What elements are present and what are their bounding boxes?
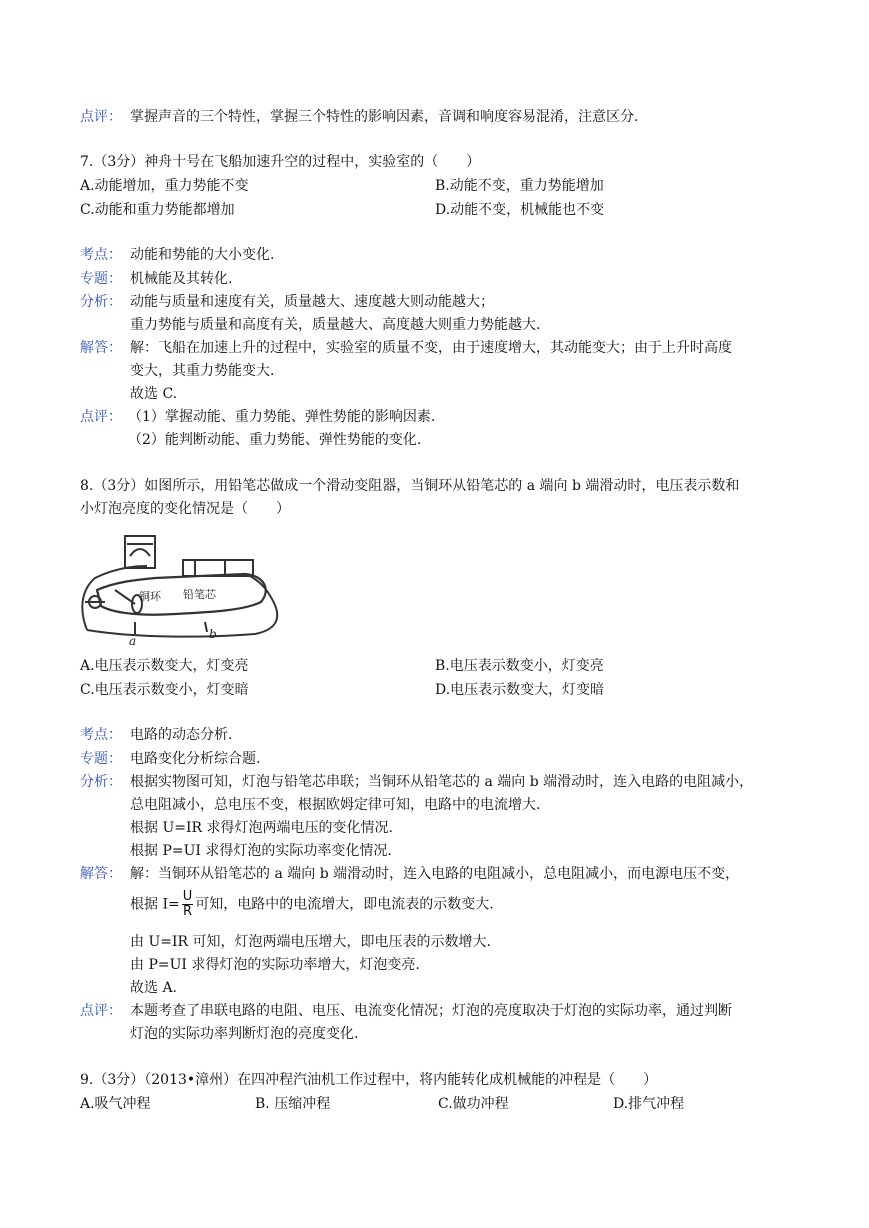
q9-option-a: A.吸气冲程 [80,1096,151,1112]
q7-dianping-line2: （2）能判断动能、重力势能、弹性势能的变化. [128,432,422,448]
q7-option-d: D.动能不变，机械能也不变 [435,202,605,218]
q8-jieda-line3: 由 U=IR 可知，灯泡两端电压增大，即电压表的示数增大. [130,934,491,950]
q9-stem: 9.（3分）（2013•漳州）在四冲程汽油机工作过程中，将内能转化成机械能的冲程是（ ） [80,1072,658,1088]
q7-dianping-line1: （1）掌握动能、重力势能、弹性势能的影响因素. [128,409,436,425]
q8-dianping-line1: 本题考查了串联电路的电阻、电压、电流变化情况；灯泡的亮度取决于灯泡的实际功率，通过判断 [130,1003,732,1019]
q7-option-a: A.动能增加，重力势能不变 [80,178,249,194]
figure-label-b: b [209,627,217,641]
q8-jieda-line2-post: 可知，电路中的电流增大，即电流表的示数变大. [195,896,494,913]
q8-dianping-line2: 灯泡的实际功率判断灯泡的亮度变化. [130,1026,359,1042]
q8-kaodian: 电路的动态分析. [130,727,233,743]
formula-fraction [182,890,194,919]
q7-zhuanti-label: 专题： [80,271,122,287]
q7-fenxi-line2: 重力势能与质量和高度有关，质量越大、高度越大则重力势能越大. [130,317,541,333]
circuit-figure [75,530,285,645]
fraction-numerator: U [182,889,193,904]
q8-stem-line1: 8.（3分）如图所示，用铅笔芯做成一个滑动变阻器，当铜环从铅笔芯的 a 端向 b 端滑动时，电压表示数和 [80,478,740,494]
q8-dianping-label: 点评： [80,1003,122,1019]
fraction-denominator: R [182,904,192,919]
q8-jieda-line1: 解：当铜环从铅笔芯的 a 端向 b 端滑动时，连入电路的电阻减小，总电阻减小，而电源电压不变， [130,866,740,882]
q8-fenxi-line1: 根据实物图可知，灯泡与铅笔芯串联；当铜环从铅笔芯的 a 端向 b 端滑动时，连入电路的电阻减小， [130,774,754,790]
q8-jieda-line5: 故选 A. [130,980,178,996]
q9-option-c: C.做功冲程 [438,1096,509,1112]
figure-label-pencil: 铅笔芯 [183,588,216,601]
q8-jieda-line4: 由 P=UI 求得灯泡的实际功率增大，灯泡变亮. [130,957,420,973]
q7-jieda-label: 解答： [80,340,122,356]
q7-fenxi-line1: 动能与质量和速度有关，质量越大、速度越大则动能越大； [130,294,494,310]
q7-fenxi-label: 分析： [80,294,122,310]
q8-option-d: D.电压表示数变大，灯变暗 [435,682,605,698]
q6-comment-label: 点评： [80,109,122,125]
q8-jieda-label: 解答： [80,866,122,882]
q7-zhuanti: 机械能及其转化. [130,271,233,287]
q8-fenxi-label: 分析： [80,774,122,790]
figure-label-ring: 铜环 [139,590,161,603]
q8-zhuanti-label: 专题： [80,751,122,767]
q8-option-c: C.电压表示数变小，灯变暗 [80,682,249,698]
q8-stem-line2: 小灯泡亮度的变化情况是（ ） [80,501,290,517]
q8-zhuanti: 电路变化分析综合题. [130,751,261,767]
q7-option-b: B.动能不变，重力势能增加 [435,178,604,194]
q8-fenxi-line2: 总电阻减小，总电压不变，根据欧姆定律可知，电路中的电流增大. [130,797,541,813]
q7-jieda-line1: 解：飞船在加速上升的过程中，实验室的质量不变，由于速度增大，其动能变大；由于上升时高度 [130,340,732,356]
q6-comment: 掌握声音的三个特性，掌握三个特性的影响因素，音调和响度容易混淆，注意区分. [130,109,639,125]
q8-fenxi-line4: 根据 P=UI 求得灯泡的实际功率变化情况. [130,843,392,859]
q9-option-b: B. 压缩冲程 [255,1096,331,1112]
q7-jieda-line3: 故选 C. [130,386,178,402]
q8-option-b: B.电压表示数变小，灯变亮 [435,658,604,674]
q8-jieda-line2-pre: 根据 I= [130,896,180,913]
q8-kaodian-label: 考点： [80,727,122,743]
q7-kaodian: 动能和势能的大小变化. [130,247,275,263]
q7-stem: 7.（3分）神舟十号在飞船加速升空的过程中，实验室的（ ） [80,154,481,170]
q8-jieda-line2 [130,890,494,919]
q7-kaodian-label: 考点： [80,247,122,263]
q7-jieda-line2: 变大，其重力势能变大. [130,363,275,379]
q8-option-a: A.电压表示数变大，灯变亮 [80,658,249,674]
q7-dianping-label: 点评： [80,409,122,425]
figure-label-a: a [129,634,137,645]
q8-fenxi-line3: 根据 U=IR 求得灯泡两端电压的变化情况. [130,820,393,836]
q9-option-d: D.排气冲程 [613,1096,685,1112]
q7-option-c: C.动能和重力势能都增加 [80,202,235,218]
